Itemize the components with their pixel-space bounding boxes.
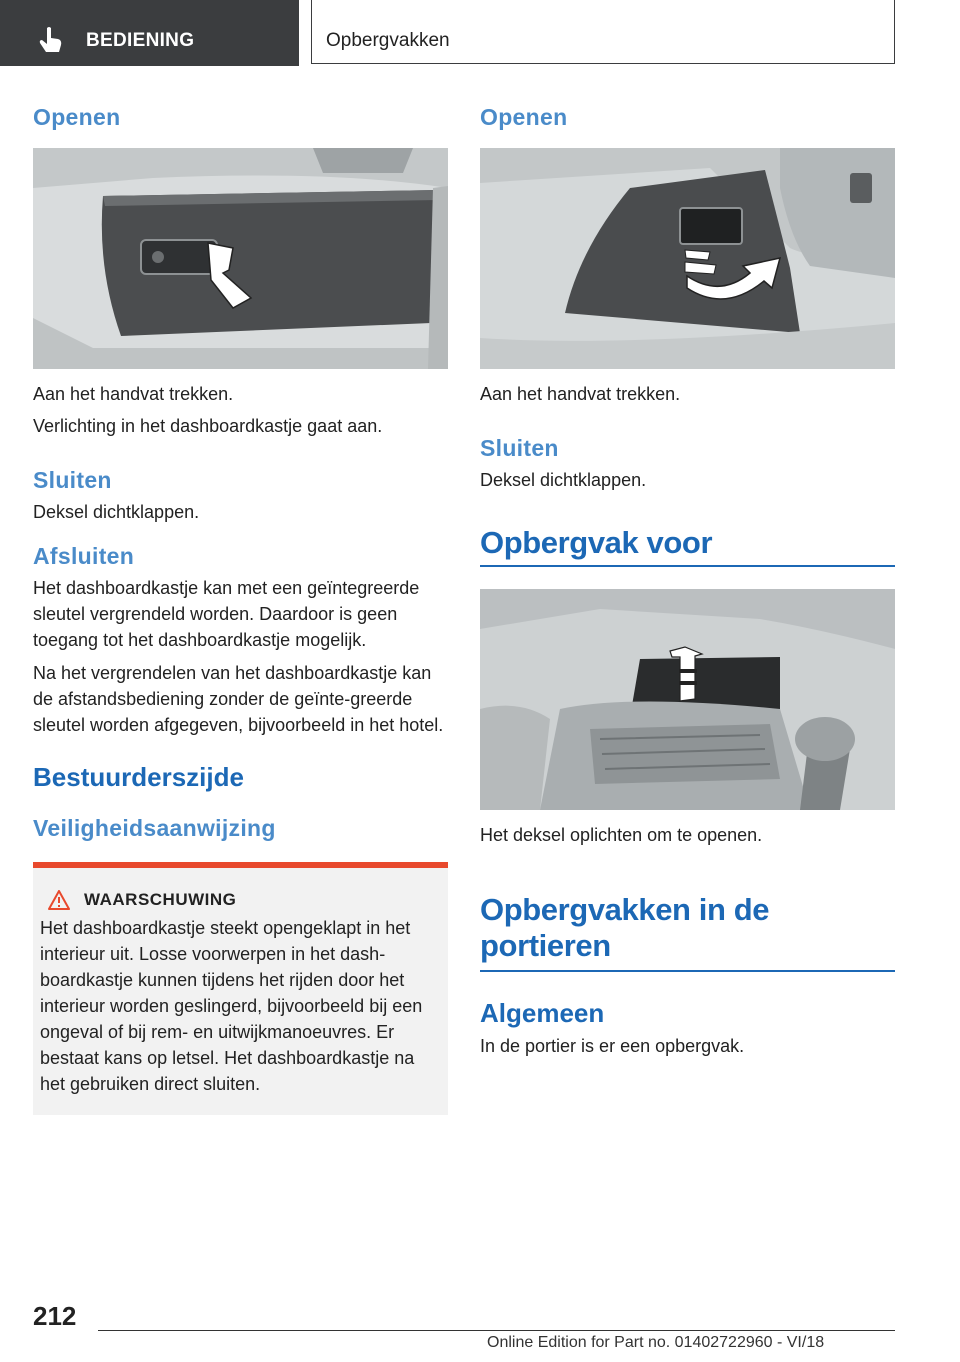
left-column	[33, 98, 448, 1115]
hand-pointer-icon	[38, 26, 64, 54]
heading-sluiten-right: Sluiten	[480, 435, 559, 461]
front-storage-image	[480, 589, 895, 810]
heading-opbergvakken-portieren: Opbergvakken in de portieren	[480, 892, 895, 972]
heading-opbergvak-voor: Opbergvak voor	[480, 525, 895, 567]
warning-triangle-icon	[48, 890, 70, 910]
text-openen-1: Aan het handvat trekken.	[33, 384, 234, 404]
warning-header	[40, 890, 440, 910]
text-afsluiten-1: Het dashboardkastje kan met een geïntegreerde sleutel vergrendeld worden. Daardoor is geen toegang tot het dashboardkastje mogelijk.	[33, 578, 420, 650]
glovebox-handle-image	[480, 148, 895, 369]
text-afsluiten-2: Na het vergrendelen van het dashboardkastje kan de afstandsbediening zonder de geïnte-greerde sleutel worden afgegeven, bijvoorbeeld in het hotel.	[33, 663, 444, 735]
heading-afsluiten: Afsluiten	[33, 543, 135, 569]
text-opbergvak-voor: Het deksel oplichten om te openen.	[480, 825, 763, 845]
footer-edition: Online Edition for Part no. 01402722960 - VI/18	[487, 1334, 825, 1351]
heading-openen-left: Openen	[33, 104, 121, 130]
heading-openen-right: Openen	[480, 104, 568, 130]
text-openen-2: Verlichting in het dashboardkastje gaat aan.	[33, 416, 383, 436]
text-sluiten-left: Deksel dichtklappen.	[33, 502, 200, 522]
section-tab	[0, 0, 299, 66]
glovebox-image	[33, 148, 448, 369]
footer-divider	[98, 1330, 895, 1331]
page-number: 212	[33, 1301, 77, 1331]
text-sluiten-right: Deksel dichtklappen.	[480, 470, 647, 490]
section-label: BEDIENING	[86, 30, 195, 51]
heading-bestuurderszijde: Bestuurderszijde	[33, 762, 244, 792]
text-openen-right: Aan het handvat trekken.	[480, 384, 681, 404]
text-algemeen: In de portier is er een opbergvak.	[480, 1036, 745, 1056]
warning-box	[33, 862, 448, 1115]
heading-algemeen: Algemeen	[480, 998, 605, 1028]
right-column	[480, 98, 895, 1059]
heading-veiligheidsaanwijzing: Veiligheidsaanwijzing	[33, 815, 276, 841]
chapter-title: Opbergvakken	[326, 30, 450, 51]
heading-sluiten-left: Sluiten	[33, 467, 112, 493]
warning-text: Het dashboardkastje steekt opengeklapt in het interieur uit. Losse voorwerpen in het dash-boardkastje kunnen tijdens het rijden door het interieur worden geslingerd, bijvoorbeeld bij een ongeval of bij rem- en uitwijkmanoeuvres. Er bestaat kans op letsel. Het dashboardkastje na het gebruiken direct sluiten.	[40, 918, 423, 1094]
warning-title: WAARSCHUWING	[84, 890, 237, 909]
